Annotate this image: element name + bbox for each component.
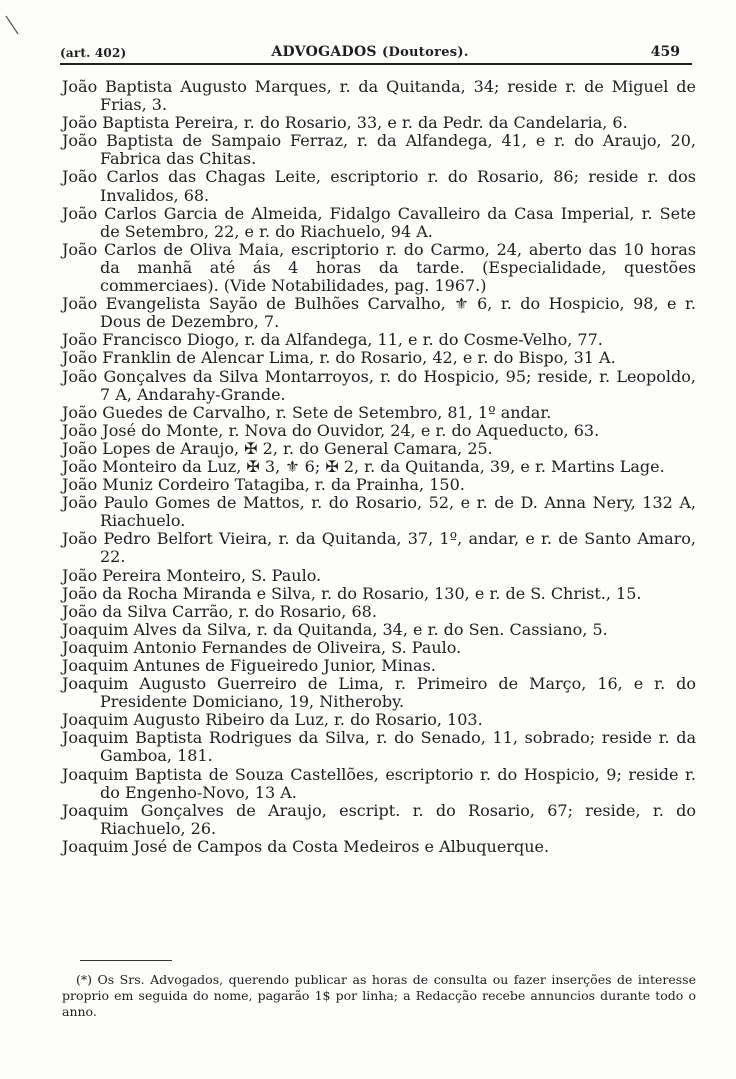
header-rule — [60, 63, 692, 65]
list-item: João Monteiro da Luz, ✠ 3, ⚜ 6; ✠ 2, r. da Quitanda, 39, e r. Martins Lage. — [62, 456, 665, 476]
list-item: Joaquim José de Campos da Costa Medeiros e Albuquerque. — [62, 836, 550, 856]
list-item: João Carlos de Oliva Maia, escriptorio r. do Carmo, 24, aberto das 10 horas da manhã até ás 4 horas da tarde. (Especialidade, questões commerciaes). (Vide Notabilidades, pag. 1967.) — [62, 239, 696, 296]
list-item: Joaquim Antunes de Figueiredo Junior, Minas. — [62, 656, 436, 675]
list-item: João Franklin de Alencar Lima, r. do Rosario, 42, e r. do Bispo, 31 A. — [62, 348, 616, 368]
list-item: Joaquim Augusto Guerreiro de Lima, r. Primeiro de Março, 16, e r. do Presidente Domiciano, 19, Nitheroby. — [62, 674, 696, 712]
page-title — [60, 44, 680, 60]
list-item: João Baptista de Sampaio Ferraz, r. da Alfandega, 41, e r. do Araujo, 20, Fabrica das Chitas. — [62, 131, 696, 169]
list-item: João da Rocha Miranda e Silva, r. do Rosario, 130, e r. de S. Christ., 15. — [62, 583, 642, 603]
section-subtitle: (Doutores). — [382, 45, 469, 60]
list-item: Joaquim Alves da Silva, r. da Quitanda, 34, e r. do Sen. Cassiano, 5. — [62, 619, 608, 639]
list-item: João Baptista Pereira, r. do Rosario, 33, e r. da Pedr. da Candelaria, 6. — [62, 113, 628, 133]
list-item: João da Silva Carrão, r. do Rosario, 68. — [62, 601, 377, 621]
list-item: João Lopes de Araujo, ✠ 2, r. do General Camara, 25. — [62, 438, 493, 458]
section-title: ADVOGADOS — [271, 44, 377, 60]
pencil-mark — [4, 14, 24, 38]
list-item: João Pereira Monteiro, S. Paulo. — [62, 565, 322, 585]
list-item: Joaquim Antonio Fernandes de Oliveira, S. Paulo. — [62, 637, 462, 657]
list-item: João Evangelista Sayão de Bulhões Carvalho, ⚜ 6, r. do Hospicio, 98, e r. Dous de Dezembro, 7. — [62, 294, 696, 332]
footnote: (*) Os Srs. Advogados, querendo publicar as horas de consulta ou fazer inserções de interesse proprio em seguida do nome, pagarão 1$ por linha; a Redacção recebe annuncios durante todo o anno. — [62, 972, 696, 1019]
list-item: Joaquim Augusto Ribeiro da Luz, r. do Rosario, 103. — [62, 710, 483, 730]
list-item: Joaquim Gonçalves de Araujo, escript. r. do Rosario, 67; reside, r. do Riachuelo, 26. — [62, 800, 696, 838]
list-item: João Francisco Diogo, r. da Alfandega, 11, e r. do Cosme-Velho, 77. — [62, 330, 603, 350]
list-item: João Carlos das Chagas Leite, escriptorio r. do Rosario, 86; reside r. dos Invalidos, 68. — [62, 167, 696, 205]
list-item: João Paulo Gomes de Mattos, r. do Rosario, 52, e r. de D. Anna Nery, 132 A, Riachuelo. — [62, 493, 696, 531]
list-item: Joaquim Baptista de Souza Castellões, escriptorio r. do Hospicio, 9; reside r. do Engenho-Novo, 13 A. — [62, 764, 696, 802]
article-reference: (art. 402) — [60, 46, 127, 60]
list-item: João Carlos Garcia de Almeida, Fidalgo Cavalleiro da Casa Imperial, r. Sete de Setembro, 22, e r. do Riachuelo, 94 A. — [62, 203, 696, 241]
list-item: João Muniz Cordeiro Tatagiba, r. da Prainha, 150. — [62, 475, 465, 495]
footnote-rule — [80, 960, 172, 961]
page-number: 459 — [650, 44, 680, 60]
list-item: João Pedro Belfort Vieira, r. da Quitanda, 37, 1º, andar, e r. de Santo Amaro, 22. — [62, 529, 696, 567]
list-item: Joaquim Baptista Rodrigues da Silva, r. do Senado, 11, sobrado; reside r. da Gamboa, 181. — [62, 728, 696, 766]
list-item: João Baptista Augusto Marques, r. da Quitanda, 34; reside r. de Miguel de Frias, 3. — [62, 77, 696, 115]
lawyer-list — [62, 78, 696, 856]
list-item: João José do Monte, r. Nova do Ouvidor, 24, e r. do Aqueducto, 63. — [62, 420, 600, 440]
list-item: João Guedes de Carvalho, r. Sete de Setembro, 81, 1º andar. — [62, 402, 552, 422]
running-header — [60, 42, 680, 64]
list-item: João Gonçalves da Silva Montarroyos, r. do Hospicio, 95; reside, r. Leopoldo, 7 A, Andarahy-Grande. — [62, 366, 696, 404]
